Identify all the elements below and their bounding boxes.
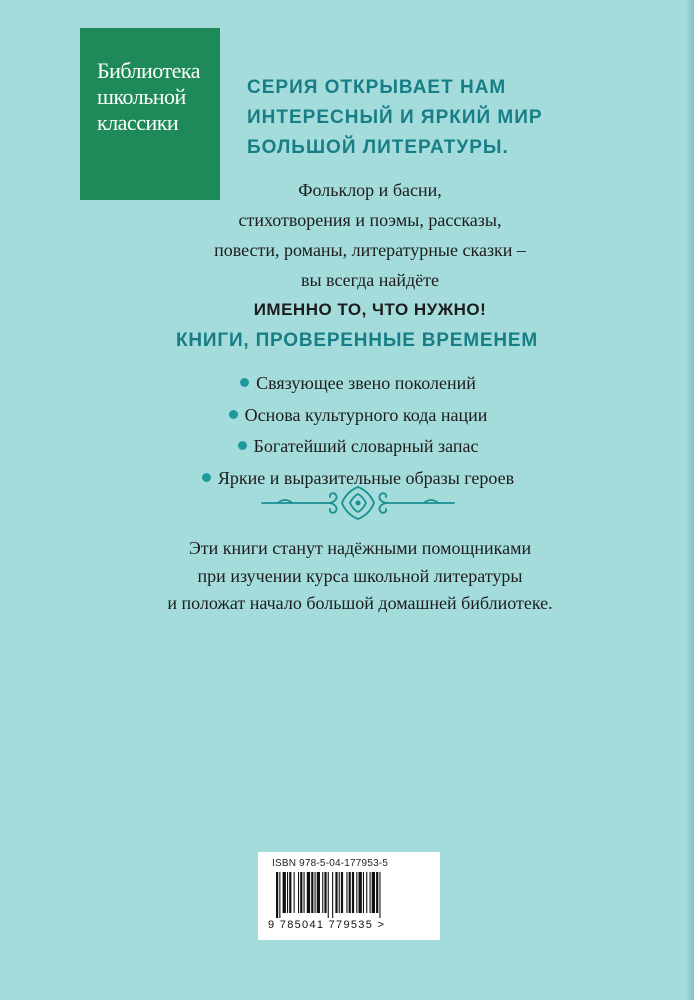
series-badge-line: Библиотека (97, 58, 201, 83)
ornament-divider-icon (258, 483, 458, 523)
benefit-text: Основа культурного кода нации (244, 404, 488, 425)
closing-line: и положат начало большой домашней библиотеке. (167, 593, 553, 613)
genres-paragraph (150, 175, 590, 325)
closing-line: при изучении курса школьной литературы (197, 565, 523, 586)
closing-paragraph (80, 535, 640, 618)
benefit-item (130, 400, 586, 432)
barcode-digits: 9 785041 779535 > (268, 919, 386, 931)
series-slogan (247, 73, 543, 163)
section-title: КНИГИ, ПРОВЕРЕННЫЕ ВРЕМЕНЕМ (176, 330, 538, 351)
barcode-icon (268, 872, 430, 918)
bullet-icon (238, 441, 247, 450)
series-badge-line: классики (97, 110, 179, 135)
genres-line: вы всегда найдёте (300, 270, 440, 290)
genres-line: повести, романы, литературные сказки – (214, 240, 526, 260)
benefit-text: Богатейший словарный запас (253, 436, 479, 456)
benefit-item (130, 368, 586, 400)
closing-line: Эти книги станут надёжными помощниками (188, 538, 532, 558)
benefit-item (130, 431, 586, 463)
slogan-line: БОЛЬШОЙ ЛИТЕРАТУРЫ. (247, 137, 509, 158)
barcode-block (258, 852, 440, 940)
genres-line: Фольклор и басни, (298, 180, 442, 200)
cover-edge (686, 0, 694, 1000)
isbn-label: ISBN 978-5-04-177953-5 (272, 858, 389, 869)
bullet-icon (202, 473, 211, 482)
slogan-line: ИНТЕРЕСНЫЙ И ЯРКИЙ МИР (247, 107, 543, 128)
benefits-list (130, 368, 586, 494)
benefit-text: Яркие и выразительные образы героев (217, 467, 515, 488)
bullet-icon (240, 378, 249, 387)
bullet-icon (229, 410, 238, 419)
slogan-line: СЕРИЯ ОТКРЫВАЕТ НАМ (247, 77, 507, 98)
genres-emphasis: ИМЕННО ТО, ЧТО НУЖНО! (253, 300, 487, 319)
benefit-text: Связующее звено поколений (256, 373, 476, 393)
genres-line: стихотворения и поэмы, рассказы, (238, 210, 502, 230)
series-badge-line: школьной (97, 84, 186, 109)
